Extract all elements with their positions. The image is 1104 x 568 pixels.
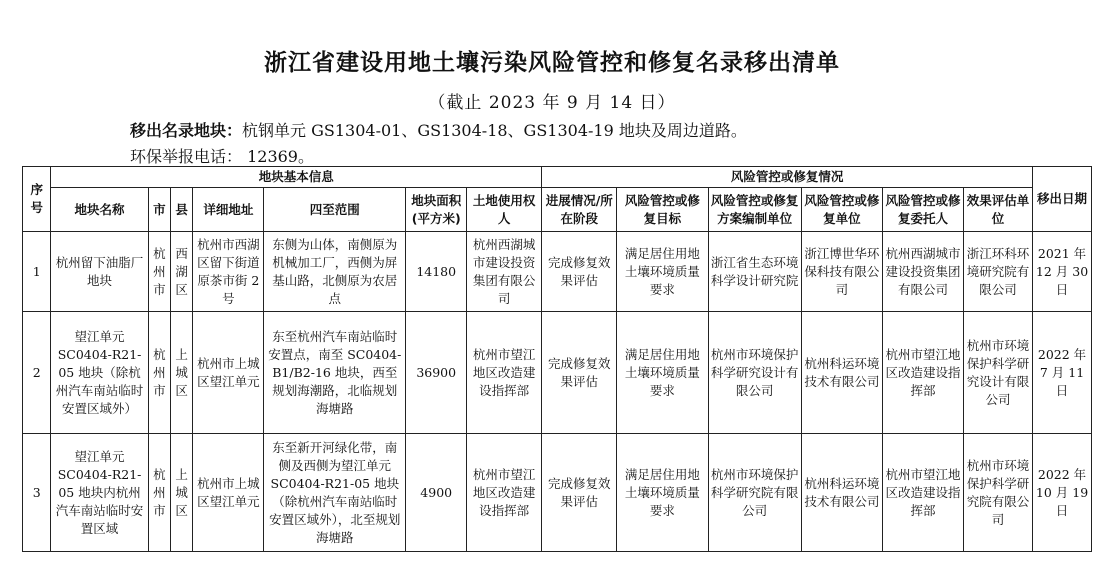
cell-name: 杭州留下油脂厂地块 (51, 232, 148, 312)
header-county: 县 (171, 188, 193, 232)
cell-plan-unit: 浙江省生态环境科学设计研究院 (708, 232, 801, 312)
cell-date: 2022 年 10 月 19 日 (1033, 434, 1092, 552)
cell-city: 杭州市 (148, 312, 170, 434)
cell-city: 杭州市 (148, 232, 170, 312)
document-title: 浙江省建设用地土壤污染风险管控和修复名录移出清单 (264, 50, 840, 76)
cell-date: 2022 年 7 月 11 日 (1033, 312, 1092, 434)
table-row (23, 434, 1092, 552)
cell-area: 14180 (406, 232, 467, 312)
cell-date: 2021 年 12 月 30 日 (1033, 232, 1092, 312)
cell-repair-unit: 浙江博世华环保科技有限公司 (801, 232, 882, 312)
cell-owner: 杭州市望江地区改造建设指挥部 (467, 312, 542, 434)
cell-eval-unit: 浙江环科环境研究院有限公司 (964, 232, 1033, 312)
header-bounds: 四至范围 (264, 188, 406, 232)
cell-repair-unit: 杭州科运环境技术有限公司 (801, 434, 882, 552)
cell-name: 望江单元 SC0404-R21-05 地块内杭州汽车南站临时安置区域 (51, 434, 148, 552)
cell-eval-unit: 杭州市环境保护科学研究院有限公司 (964, 434, 1033, 552)
cell-address: 杭州市西湖区留下街道原茶市街 2 号 (193, 232, 264, 312)
cell-bounds: 东侧为山体，南侧原为机械加工厂，西侧为屏基山路，北侧原为农居点 (264, 232, 406, 312)
removed-parcels-line (130, 118, 747, 141)
cell-goal: 满足居住用地土壤环境质量要求 (617, 434, 708, 552)
cell-address: 杭州市上城区望江单元 (193, 434, 264, 552)
cell-area: 36900 (406, 312, 467, 434)
header-removal-date: 移出日期 (1033, 167, 1092, 232)
cell-progress: 完成修复效果评估 (542, 232, 617, 312)
cell-owner: 杭州西湖城市建设投资集团有限公司 (467, 232, 542, 312)
cell-goal: 满足居住用地土壤环境质量要求 (617, 312, 708, 434)
cell-eval-unit: 杭州市环境保护科学研究设计有限公司 (964, 312, 1033, 434)
cell-county: 上城区 (171, 312, 193, 434)
header-area: 地块面积(平方米) (406, 188, 467, 232)
cell-client: 杭州市望江地区改造建设指挥部 (882, 312, 963, 434)
cell-client: 杭州市望江地区改造建设指挥部 (882, 434, 963, 552)
cell-seq: 2 (23, 312, 51, 434)
cell-bounds: 东至新开河绿化带，南侧及西侧为望江单元 SC0404-R21-05 地块（除杭州汽车南站临时安置区域外），北至规划海塘路 (264, 434, 406, 552)
removal-list-table (22, 166, 1092, 552)
header-owner: 土地使用权人 (467, 188, 542, 232)
cell-progress: 完成修复效果评估 (542, 312, 617, 434)
cell-repair-unit: 杭州科运环境技术有限公司 (801, 312, 882, 434)
cell-city: 杭州市 (148, 434, 170, 552)
cell-progress: 完成修复效果评估 (542, 434, 617, 552)
cell-seq: 1 (23, 232, 51, 312)
header-name: 地块名称 (51, 188, 148, 232)
cell-name: 望江单元 SC0404-R21-05 地块（除杭州汽车南站临时安置区域外） (51, 312, 148, 434)
removed-parcels-text: 杭钢单元 GS1304-01、GS1304-18、GS1304-19 地块及周边道路。 (242, 121, 747, 140)
cell-address: 杭州市上城区望江单元 (193, 312, 264, 434)
cutoff-date: （截止 2023 年 9 月 14 日） (428, 93, 676, 113)
header-seq: 序号 (23, 167, 51, 232)
header-eval-unit: 效果评估单位 (964, 188, 1033, 232)
cell-goal: 满足居住用地土壤环境质量要求 (617, 232, 708, 312)
cell-bounds: 东至杭州汽车南站临时安置点，南至 SC0404-B1/B2-16 地块，西至规划海潮路，北临规划海塘路 (264, 312, 406, 434)
report-hotline: 环保举报电话： 12369。 (130, 147, 314, 166)
header-address: 详细地址 (193, 188, 264, 232)
header-client: 风险管控或修复委托人 (882, 188, 963, 232)
header-risk-info: 风险管控或修复情况 (542, 167, 1033, 188)
header-city: 市 (148, 188, 170, 232)
cell-owner: 杭州市望江地区改造建设指挥部 (467, 434, 542, 552)
header-progress: 进展情况/所在阶段 (542, 188, 617, 232)
cell-plan-unit: 杭州市环境保护科学研究设计有限公司 (708, 312, 801, 434)
cell-client: 杭州西湖城市建设投资集团有限公司 (882, 232, 963, 312)
table-row (23, 312, 1092, 434)
cell-area: 4900 (406, 434, 467, 552)
header-repair-unit: 风险管控或修复单位 (801, 188, 882, 232)
removed-parcels-label: 移出名录地块： (130, 121, 243, 140)
header-goal: 风险管控或修复目标 (617, 188, 708, 232)
header-basic-info: 地块基本信息 (51, 167, 542, 188)
cell-county: 上城区 (171, 434, 193, 552)
cell-seq: 3 (23, 434, 51, 552)
cell-plan-unit: 杭州市环境保护科学研究院有限公司 (708, 434, 801, 552)
cell-county: 西湖区 (171, 232, 193, 312)
header-plan-unit: 风险管控或修复方案编制单位 (708, 188, 801, 232)
table-row (23, 232, 1092, 312)
